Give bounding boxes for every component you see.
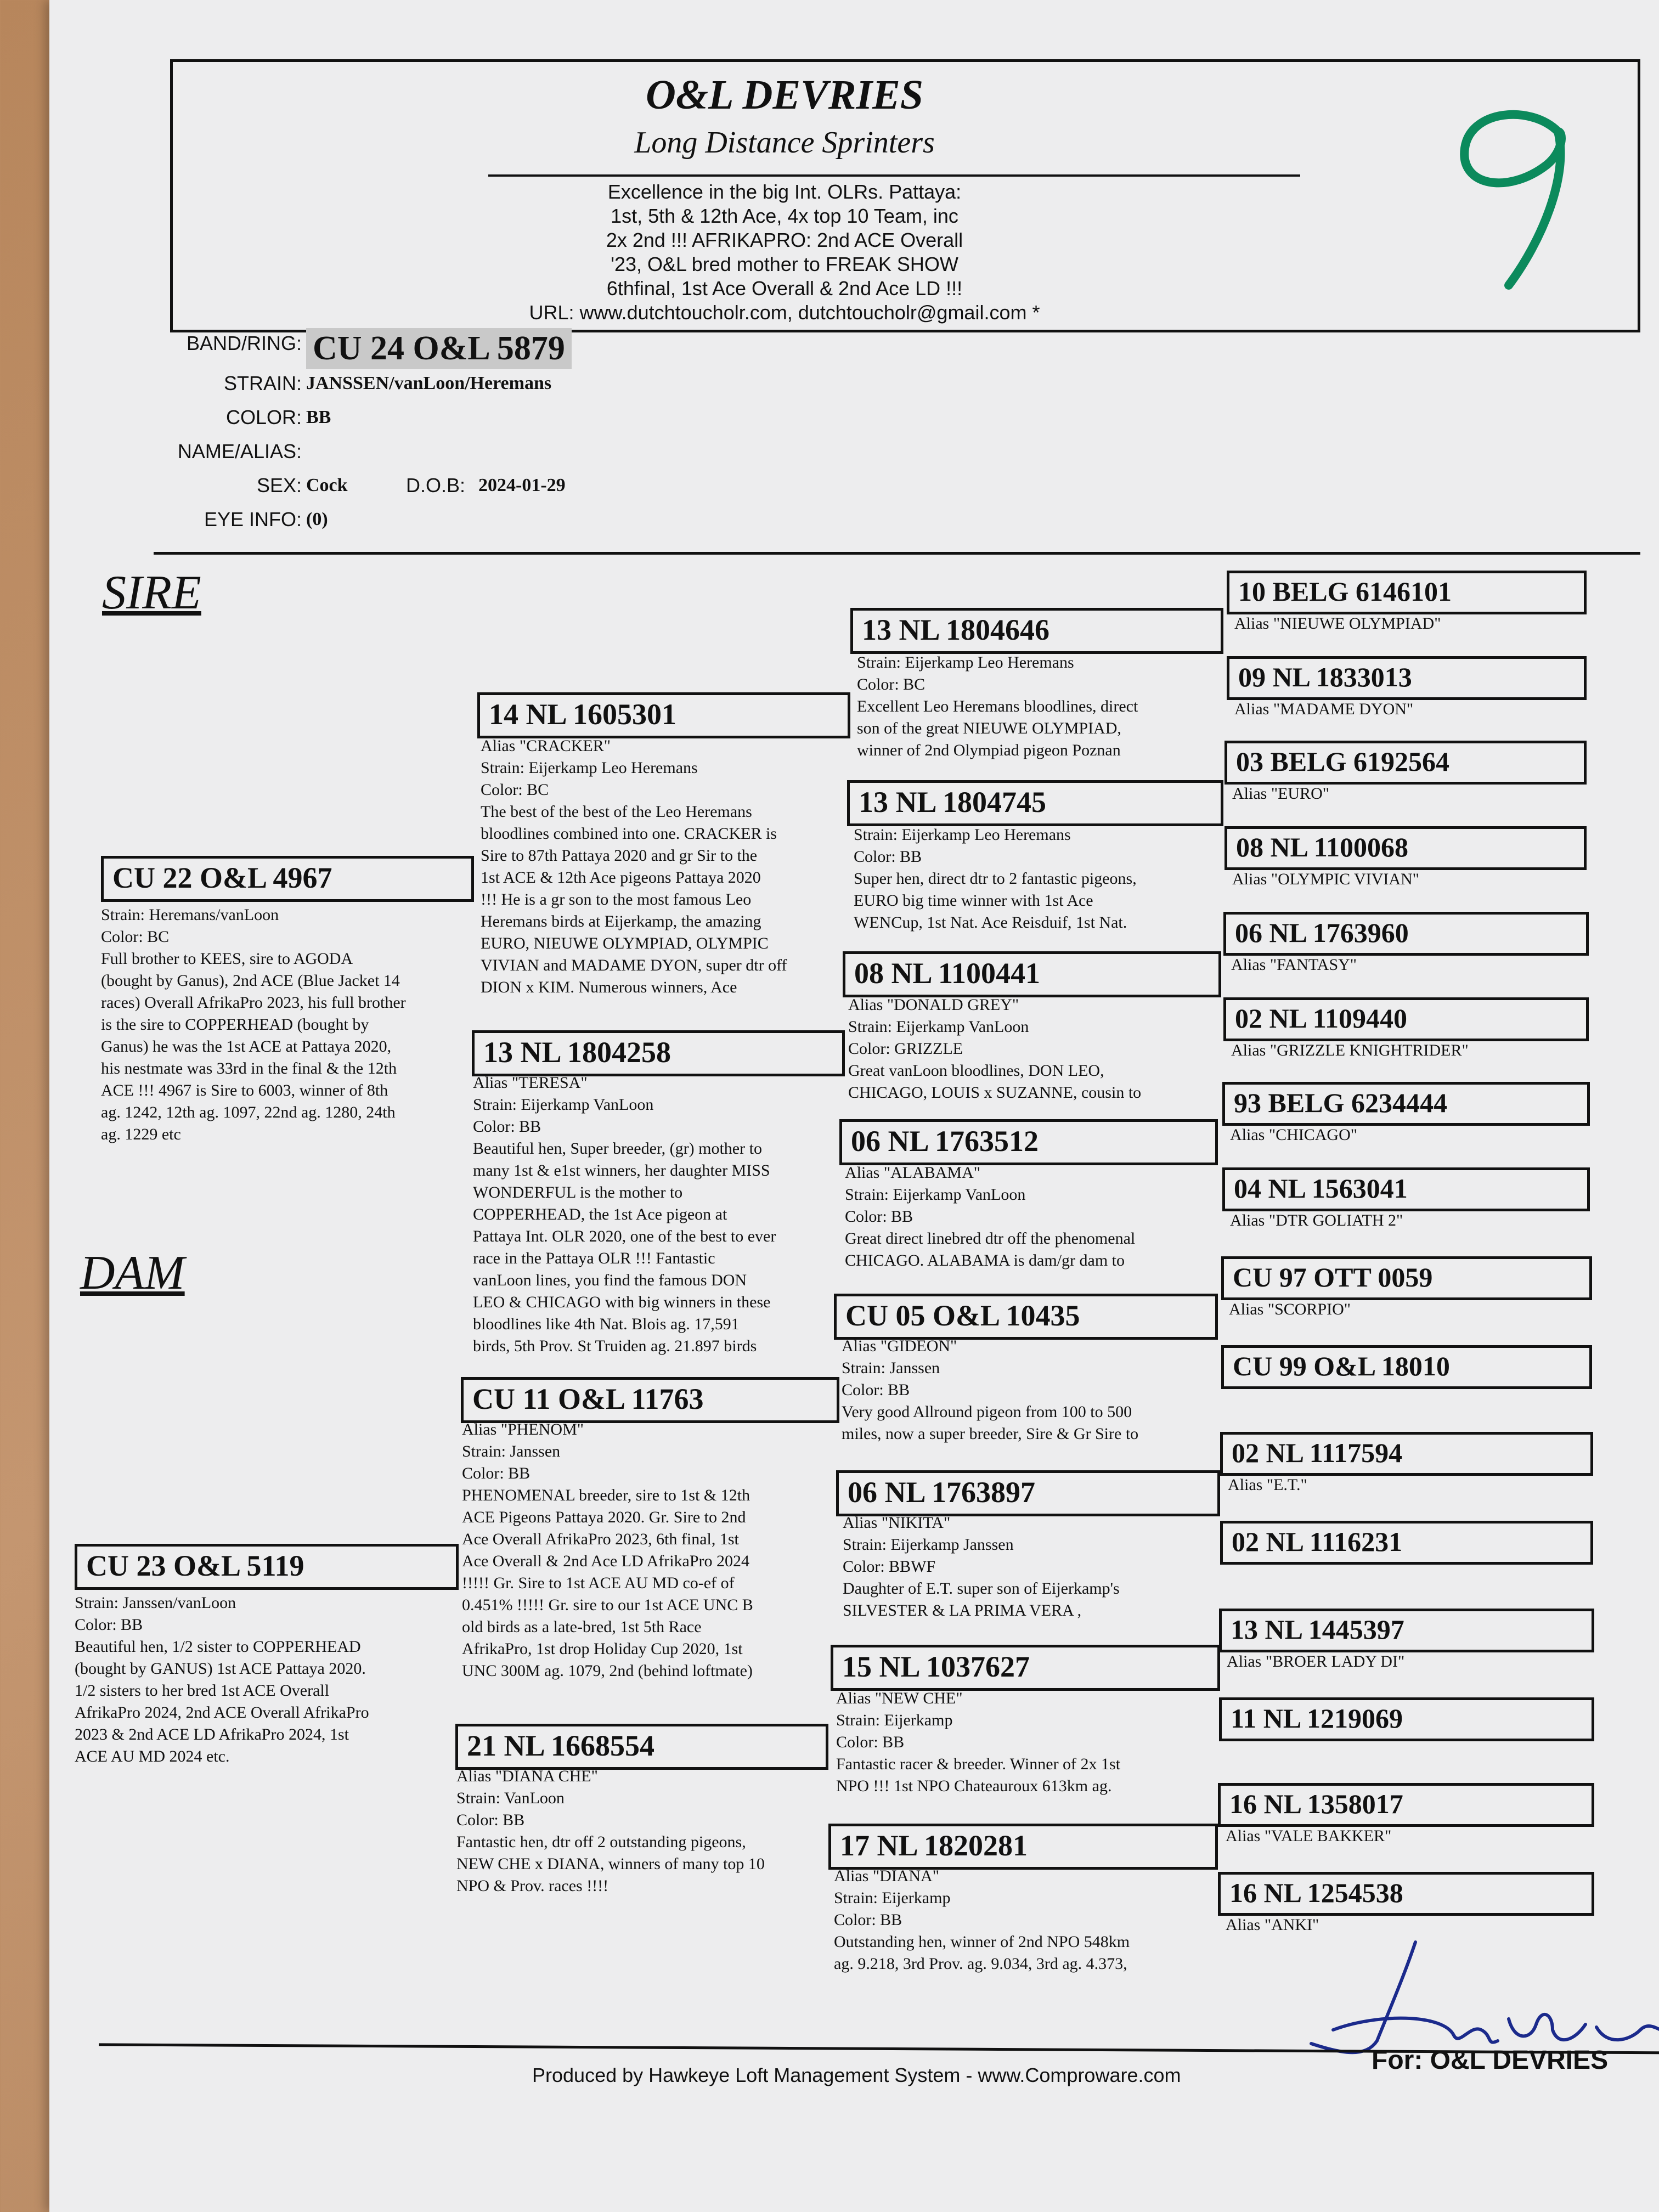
info-line: NEW CHE x DIANA, winners of many top 10 <box>456 1855 765 1873</box>
dam-info <box>75 1592 459 1768</box>
dam-band: CU 23 O&L 5119 <box>75 1544 459 1590</box>
info-line: Alias "DIANA CHE" <box>456 1767 598 1785</box>
dam-heading: DAM <box>80 1246 185 1300</box>
info-line: 2023 & 2nd ACE LD AfrikaPro 2024, 1st <box>75 1725 349 1743</box>
g4-band: 09 NL 1833013 <box>1227 656 1587 700</box>
g4-alias: Alias "EURO" <box>1232 785 1329 803</box>
g4-band: 11 NL 1219069 <box>1219 1697 1594 1741</box>
info-line: old birds as a late-bred, 1st 5th Race <box>462 1618 702 1636</box>
header-rule <box>488 174 1300 177</box>
info-line: son of the great NIEUWE OLYMPIAD, <box>857 719 1121 737</box>
info-line: UNC 300M ag. 1079, 2nd (behind loftmate) <box>462 1662 753 1680</box>
header-line: '23, O&L bred mother to FREAK SHOW <box>611 253 958 275</box>
info-line: Heremans birds at Eijerkamp, the amazing <box>481 912 761 930</box>
info-line: Color: GRIZZLE <box>848 1040 963 1058</box>
info-line: Color: BB <box>456 1811 525 1829</box>
info-line: bloodlines combined into one. CRACKER is <box>481 825 777 843</box>
info-line: (bought by GANUS) 1st ACE Pattaya 2020. <box>75 1660 366 1678</box>
info-line: Strain: Eijerkamp VanLoon <box>848 1018 1029 1036</box>
info-line: ag. 1242, 12th ag. 1097, 22nd ag. 1280, 24th <box>101 1103 396 1121</box>
info-line: Color: BB <box>845 1207 913 1226</box>
info-line: Ace Overall & 2nd Ace LD AfrikaPro 2024 <box>462 1552 750 1570</box>
g4-band: 02 NL 1116231 <box>1220 1521 1593 1565</box>
info-line: birds, 5th Prov. St Truiden ag. 21.897 birds <box>473 1337 757 1355</box>
info-line: Alias "CRACKER" <box>481 737 611 755</box>
sire-info <box>101 904 485 1146</box>
info-line: 0.451% !!!!! Gr. sire to our 1st ACE UNC B <box>462 1596 753 1614</box>
info-line: Color: BB <box>462 1464 531 1482</box>
info-line: Daughter of E.T. super son of Eijerkamp's <box>843 1579 1120 1598</box>
info-line: Fantastic racer & breeder. Winner of 2x 1st <box>836 1755 1121 1773</box>
g4-alias: Alias "OLYMPIC VIVIAN" <box>1232 870 1419 888</box>
info-line: Color: BB <box>842 1381 910 1399</box>
handwritten-nine-mark <box>1432 99 1596 296</box>
info-line: (bought by Ganus), 2nd ACE (Blue Jacket 14 <box>101 972 400 990</box>
g4-alias: Alias "BROER LADY DI" <box>1227 1652 1405 1671</box>
info-line: PHENOMENAL breeder, sire to 1st & 12th <box>462 1486 751 1504</box>
g3-band: CU 05 O&L 10435 <box>834 1294 1218 1340</box>
g3-band: 13 NL 1804646 <box>850 608 1223 654</box>
g4-band: 03 BELG 6192564 <box>1224 741 1587 785</box>
eye-value: (0) <box>306 509 328 529</box>
header-line: 6thfinal, 1st Ace Overall & 2nd Ace LD !!! <box>606 277 963 300</box>
info-line: Strain: Eijerkamp <box>836 1711 953 1729</box>
g3-band: 17 NL 1820281 <box>828 1824 1218 1870</box>
loft-title: O&L DEVRIES <box>645 72 924 118</box>
g4-band: 93 BELG 6234444 <box>1222 1082 1590 1126</box>
color-value: BB <box>306 407 331 427</box>
sire-sire-info <box>481 735 854 998</box>
info-line: Sire to 87th Pattaya 2020 and gr Sir to the <box>481 847 758 865</box>
info-line: race in the Pattaya OLR !!! Fantastic <box>473 1249 715 1267</box>
info-line: Beautiful hen, Super breeder, (gr) mother to <box>473 1139 762 1158</box>
info-line: Alias "ALABAMA" <box>845 1164 980 1182</box>
g4-alias: Alias "NIEUWE OLYMPIAD" <box>1234 614 1441 633</box>
produced-by: Produced by Hawkeye Loft Management System - www.Comproware.com <box>532 2064 1181 2086</box>
info-line: NPO & Prov. races !!!! <box>456 1877 609 1895</box>
info-line: Color: BB <box>75 1616 143 1634</box>
g3-info <box>857 652 1241 761</box>
strain-label: STRAIN: <box>223 372 302 394</box>
g4-band: 16 NL 1358017 <box>1218 1783 1594 1827</box>
g4-band: 02 NL 1117594 <box>1220 1432 1593 1476</box>
info-line: Alias "TERESA" <box>473 1074 588 1092</box>
info-line: Strain: Janssen <box>842 1359 940 1377</box>
band-value: CU 24 O&L 5879 <box>306 328 572 369</box>
info-line: Strain: Eijerkamp VanLoon <box>845 1186 1026 1204</box>
g4-alias: Alias "SCORPIO" <box>1229 1300 1351 1318</box>
g4-band: 16 NL 1254538 <box>1218 1872 1594 1916</box>
g3-band: 13 NL 1804745 <box>847 780 1223 826</box>
info-line: his nestmate was 33rd in the final & the 12th <box>101 1059 397 1077</box>
info-line: Strain: Eijerkamp Leo Heremans <box>854 826 1071 844</box>
info-line: Super hen, direct dtr to 2 fantastic pigeons, <box>854 870 1137 888</box>
info-line: CHICAGO, LOUIS x SUZANNE, cousin to <box>848 1084 1142 1102</box>
dob-label: D.O.B: <box>406 474 466 496</box>
info-line: LEO & CHICAGO with big winners in these <box>473 1293 771 1311</box>
signature-mark <box>1278 1931 1659 2063</box>
eye-label: EYE INFO: <box>204 508 302 531</box>
info-line: winner of 2nd Olympiad pigeon Poznan <box>857 741 1121 759</box>
info-line: Great vanLoon bloodlines, DON LEO, <box>848 1062 1104 1080</box>
g4-band: 02 NL 1109440 <box>1223 997 1589 1041</box>
info-line: Strain: Eijerkamp Leo Heremans <box>857 653 1074 672</box>
g3-band: 08 NL 1100441 <box>843 951 1221 997</box>
header-url-line: URL: www.dutchtoucholr.com, dutchtoucholr@gmail.com * <box>529 301 1040 324</box>
sire-dam-band: 13 NL 1804258 <box>472 1030 845 1076</box>
band-label: BAND/RING: <box>186 332 302 354</box>
info-line: EURO, NIEUWE OLYMPIAD, OLYMPIC <box>481 934 769 952</box>
info-line: Great direct linebred dtr off the phenomenal <box>845 1229 1136 1248</box>
info-line: WENCup, 1st Nat. Ace Reisduif, 1st Nat. <box>854 913 1127 932</box>
info-line: Color: BB <box>834 1911 902 1929</box>
info-line: The best of the best of the Leo Heremans <box>481 803 752 821</box>
g4-band: 10 BELG 6146101 <box>1227 571 1587 614</box>
info-line: Outstanding hen, winner of 2nd NPO 548km <box>834 1933 1130 1951</box>
info-line: ag. 9.218, 3rd Prov. ag. 9.034, 3rd ag. 4.373, <box>834 1955 1127 1973</box>
info-line: Color: BB <box>473 1118 541 1136</box>
g3-info <box>854 824 1238 934</box>
info-line: races) Overall AfrikaPro 2023, his full brother <box>101 994 406 1012</box>
info-line: Very good Allround pigeon from 100 to 500 <box>842 1403 1132 1421</box>
info-line: Alias "NIKITA" <box>843 1514 951 1532</box>
info-line: AfrikaPro 2024, 2nd ACE Overall AfrikaPro <box>75 1703 369 1722</box>
info-line: Ace Overall AfrikaPro 2023, 6th final, 1st <box>462 1530 739 1548</box>
info-line: 1st ACE & 12th Ace pigeons Pattaya 2020 <box>481 868 761 887</box>
dam-sire-info <box>462 1419 846 1682</box>
info-line: Strain: Janssen/vanLoon <box>75 1594 236 1612</box>
sire-sire-band: 14 NL 1605301 <box>477 692 850 738</box>
info-line: 1/2 sisters to her bred 1st ACE Overall <box>75 1681 330 1700</box>
g4-alias: Alias "FANTASY" <box>1231 956 1357 974</box>
g4-alias: Alias "ANKI" <box>1226 1916 1319 1934</box>
info-line: Alias "DIANA" <box>834 1867 939 1885</box>
g3-info <box>842 1335 1226 1445</box>
g3-info <box>845 1162 1229 1272</box>
info-line: SILVESTER & LA PRIMA VERA , <box>843 1601 1082 1620</box>
info-line: Alias "PHENOM" <box>462 1420 584 1438</box>
info-line: !!!!! Gr. Sire to 1st ACE AU MD co-ef of <box>462 1574 735 1592</box>
g3-band: 15 NL 1037627 <box>831 1645 1220 1691</box>
g3-info <box>848 994 1232 1104</box>
info-line: Strain: Janssen <box>462 1442 561 1460</box>
info-line: Color: BC <box>857 675 926 693</box>
sire-band: CU 22 O&L 4967 <box>101 856 474 902</box>
dam-dam-info <box>456 1765 840 1897</box>
info-line: Fantastic hen, dtr off 2 outstanding pigeons, <box>456 1833 746 1851</box>
info-line: miles, now a super breeder, Sire & Gr Sire to <box>842 1425 1139 1443</box>
info-line: WONDERFUL is the mother to <box>473 1183 683 1201</box>
strain-value: JANSSEN/vanLoon/Heremans <box>306 373 552 393</box>
info-line: is the sire to COPPERHEAD (bought by <box>101 1015 369 1034</box>
g3-info <box>836 1688 1220 1797</box>
g4-alias: Alias "GRIZZLE KNIGHTRIDER" <box>1231 1041 1469 1059</box>
g4-band: CU 99 O&L 18010 <box>1221 1345 1592 1389</box>
g4-band: 06 NL 1763960 <box>1223 912 1589 956</box>
info-line: Strain: Eijerkamp Janssen <box>843 1536 1014 1554</box>
g4-alias: Alias "MADAME DYON" <box>1234 700 1414 718</box>
info-line: Color: BC <box>101 928 170 946</box>
info-line: ACE AU MD 2024 etc. <box>75 1747 230 1765</box>
info-line: Strain: Eijerkamp Leo Heremans <box>481 759 698 777</box>
info-line: Color: BBWF <box>843 1558 936 1576</box>
info-line: !!! He is a gr son to the most famous Leo <box>481 890 752 909</box>
info-line: bloodlines like 4th Nat. Blois ag. 17,591 <box>473 1315 740 1333</box>
loft-subtitle: Long Distance Sprinters <box>634 126 935 160</box>
info-line: EURO big time winner with 1st Ace <box>854 891 1093 910</box>
dam-dam-band: 21 NL 1668554 <box>455 1724 828 1770</box>
info-line: Ganus) he was the 1st ACE at Pattaya 2020, <box>101 1037 392 1056</box>
g4-band: 08 NL 1100068 <box>1224 826 1587 870</box>
info-line: Strain: Eijerkamp <box>834 1889 951 1907</box>
g3-info <box>843 1512 1227 1622</box>
g4-alias: Alias "VALE BAKKER" <box>1226 1827 1392 1845</box>
dam-sire-band: CU 11 O&L 11763 <box>461 1377 839 1423</box>
info-line: Beautiful hen, 1/2 sister to COPPERHEAD <box>75 1638 361 1656</box>
g3-band: 06 NL 1763897 <box>836 1470 1220 1516</box>
dob-value: 2024-01-29 <box>478 475 566 495</box>
info-line: Strain: Heremans/vanLoon <box>101 906 279 924</box>
info-line: Color: BC <box>481 781 549 799</box>
info-line: ACE !!! 4967 is Sire to 6003, winner of 8th <box>101 1081 388 1099</box>
g4-alias: Alias "DTR GOLIATH 2" <box>1230 1211 1403 1229</box>
g4-band: CU 97 OTT 0059 <box>1221 1256 1592 1300</box>
info-line: Strain: Eijerkamp VanLoon <box>473 1096 654 1114</box>
for-loft: For: O&L DEVRIES <box>1372 2046 1609 2075</box>
info-line: ag. 1229 etc <box>101 1125 181 1143</box>
g4-band: 13 NL 1445397 <box>1219 1609 1594 1652</box>
header-line: 2x 2nd !!! AFRIKAPRO: 2nd ACE Overall <box>606 229 963 251</box>
info-line: ACE Pigeons Pattaya 2020. Gr. Sire to 2nd <box>462 1508 746 1526</box>
color-label: COLOR: <box>225 406 302 428</box>
header-line: Excellence in the big Int. OLRs. Pattaya: <box>607 180 962 203</box>
info-line: AfrikaPro, 1st drop Holiday Cup 2020, 1st <box>462 1640 743 1658</box>
name-label: NAME/ALIAS: <box>177 440 302 462</box>
header-line: 1st, 5th & 12th Ace, 4x top 10 Team, inc <box>611 205 958 227</box>
info-line: Alias "DONALD GREY" <box>848 996 1019 1014</box>
pedigree-sheet <box>49 0 1659 2212</box>
info-line: DION x KIM. Numerous winners, Ace <box>481 978 737 996</box>
info-line: many 1st & e1st winners, her daughter MISS <box>473 1161 770 1180</box>
g3-info <box>834 1865 1229 1975</box>
g3-band: 06 NL 1763512 <box>839 1119 1218 1165</box>
info-line: VIVIAN and MADAME DYON, super dtr off <box>481 956 787 974</box>
section-divider <box>154 552 1640 555</box>
info-line: vanLoon lines, you find the famous DON <box>473 1271 747 1289</box>
sire-heading: SIRE <box>102 566 201 619</box>
info-line: Excellent Leo Heremans bloodlines, direct <box>857 697 1138 715</box>
info-line: Strain: VanLoon <box>456 1789 565 1807</box>
info-line: Color: BB <box>836 1733 905 1751</box>
g4-alias: Alias "E.T." <box>1228 1476 1307 1494</box>
sire-dam-info <box>473 1072 857 1357</box>
g4-alias: Alias "CHICAGO" <box>1230 1126 1357 1144</box>
sex-value: Cock <box>306 475 348 495</box>
info-line: COPPERHEAD, the 1st Ace pigeon at <box>473 1205 727 1223</box>
g4-band: 04 NL 1563041 <box>1222 1167 1590 1211</box>
info-line: Full brother to KEES, sire to AGODA <box>101 950 353 968</box>
info-line: Color: BB <box>854 848 922 866</box>
info-line: NPO !!! 1st NPO Chateauroux 613km ag. <box>836 1777 1112 1795</box>
info-line: Pattaya Int. OLR 2020, one of the best to ever <box>473 1227 776 1245</box>
info-line: CHICAGO. ALABAMA is dam/gr dam to <box>845 1251 1125 1269</box>
sex-label: SEX: <box>256 474 302 496</box>
info-line: Alias "NEW CHE" <box>836 1689 963 1707</box>
info-line: Alias "GIDEON" <box>842 1337 957 1355</box>
